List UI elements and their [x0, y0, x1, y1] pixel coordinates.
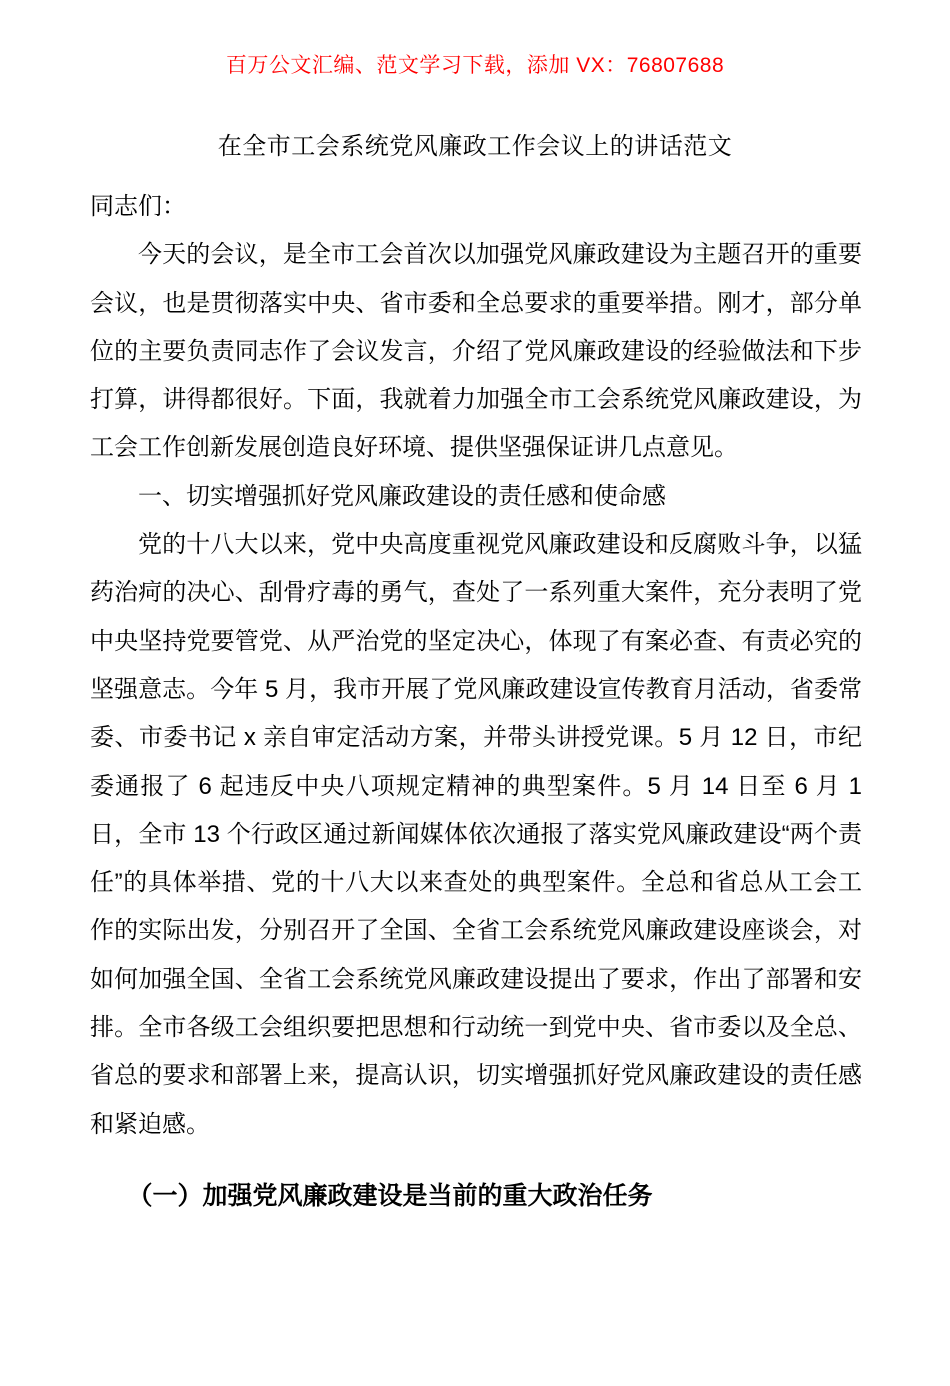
- sub-heading-one: （一）加强党风廉政建设是当前的重大政治任务: [127, 1181, 653, 1210]
- document-title: 在全市工会系统党风廉政工作会议上的讲话范文: [217, 133, 733, 160]
- paragraph-section-one-body: 党的十八大以来，党中央高度重视党风廉政建设和反腐败斗争，以猛药治疴的决心、刮骨疗毒的勇气，查处了一系列重大案件，充分表明了党中央坚持党要管党、从严治党的坚定决心，体现了有案必查、有责必究的坚强意志。今年 5 月，我市开展了党风廉政建设宣传教育月活动，省委常委、市委书记 x 亲自审定活动方案，并带头讲授党课。5 月 12 日，市纪委通报了 6 起违反中央八项规定精神的典型案件。5 月 14 日至 6 月 1 日，全市 13 个行政区通过新闻媒体依次通报了落实党风廉政建设“两个责任”的具体举措、党的十八大以来查处的典型案件。全总和省总从工会工作的实际出发，分别召开了全国、全省工会系统党风廉政建设座谈会，对如何加强全国、全省工会系统党风廉政建设提出了要求，作出了部署和安排。全市各级工会组织要把思想和行动统一到党中央、省市委以及全总、省总的要求和部署上来，提高认识，切实增强抓好党风廉政建设的责任感和紧迫感。: [90, 531, 862, 1138]
- document-page: [0, 42, 950, 1386]
- section-heading-one: 一、切实增强抓好党风廉政建设的责任感和使命感: [138, 482, 666, 510]
- salutation-line: 同志们：: [90, 193, 186, 220]
- promo-banner-text: 百万公文汇编、范文学习下载，添加 VX：76807688: [225, 54, 725, 77]
- paragraph-intro: 今天的会议，是全市工会首次以加强党风廉政建设为主题召开的重要会议，也是贯彻落实中央、省市委和全总要求的重要举措。刚才，部分单位的主要负责同志作了会议发言，介绍了党风廉政建设的经验做法和下步打算，讲得都很好。下面，我就着力加强全市工会系统党风廉政建设，为工会工作创新发展创造良好环境、提供坚强保证讲几点意见。: [90, 241, 862, 462]
- document-body: [90, 183, 862, 1220]
